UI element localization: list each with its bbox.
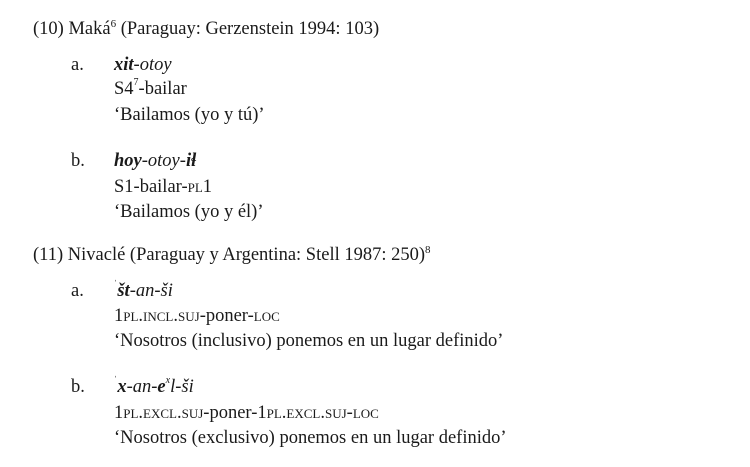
example-10-heading	[33, 19, 379, 40]
gloss-text: -poner-	[199, 306, 254, 326]
form-line-11a	[114, 281, 173, 302]
source-citation: (Paraguay y Argentina: Stell 1987: 250)	[129, 245, 426, 265]
aspiration-mark: x	[165, 375, 171, 386]
item-letter-10b: b.	[71, 151, 85, 171]
gloss-text: S4	[114, 79, 134, 99]
gloss-abbreviation: loc	[352, 403, 379, 423]
gloss-abbreviation: pl	[187, 177, 203, 197]
form-morpheme-bold: x	[117, 377, 127, 397]
translation-11b: ‘Nosotros (exclusivo) ponemos en un lugar definido’	[114, 428, 507, 448]
language-name: Nivaclé	[67, 245, 126, 265]
gloss-abbreviation: loc	[253, 306, 280, 326]
gloss-line-11a	[114, 306, 280, 327]
form-line-10b	[114, 151, 196, 172]
form-line-11b	[114, 377, 194, 398]
example-number: (11)	[33, 245, 64, 265]
gloss-line-10b	[114, 177, 212, 198]
form-morpheme-bold: e	[157, 377, 166, 397]
gloss-text: 1	[114, 403, 124, 423]
form-line-10a	[114, 55, 172, 76]
source-citation: (Paraguay: Gerzenstein 1994: 103)	[120, 19, 380, 39]
language-name: Maká	[68, 19, 111, 39]
example-number: (10)	[33, 19, 64, 39]
form-morpheme: l-ši	[170, 377, 194, 397]
form-morpheme: -an-	[126, 377, 158, 397]
item-letter-11b: b.	[71, 377, 85, 397]
item-letter-11a: a.	[71, 281, 84, 301]
gloss-line-10a	[114, 79, 187, 100]
form-morpheme-bold: št	[117, 281, 130, 301]
form-morpheme: -otoy-	[141, 151, 186, 171]
translation-10b: ‘Bailamos (yo y él)’	[114, 202, 264, 222]
gloss-text: 1	[202, 177, 213, 197]
form-morpheme-bold: hoy	[114, 151, 142, 171]
translation-10a: ‘Bailamos (yo y tú)’	[114, 105, 265, 125]
translation-11a: ‘Nosotros (inclusivo) ponemos en un lugar definido’	[114, 331, 504, 351]
footnote-marker: 8	[425, 244, 431, 256]
footnote-marker: 6	[110, 18, 117, 30]
gloss-text: -	[346, 403, 353, 423]
gloss-text: 1	[114, 306, 124, 326]
gloss-abbreviation: pl.excl.suj	[123, 403, 204, 423]
item-letter-10a: a.	[71, 55, 84, 75]
gloss-abbreviation: pl.incl.suj	[123, 306, 200, 326]
form-morpheme-bold: xit	[114, 55, 134, 75]
gloss-text: -poner-1	[203, 403, 267, 423]
gloss-line-11b	[114, 403, 379, 424]
gloss-text: S1-bailar-	[114, 177, 188, 197]
gloss-text: -bailar	[138, 79, 187, 99]
form-morpheme: -an-ši	[129, 281, 173, 301]
form-morpheme-bold: iɬ	[185, 151, 197, 171]
gloss-abbreviation: pl.excl.suj	[266, 403, 347, 423]
example-11-heading	[33, 245, 431, 266]
stress-mark: ˈ	[114, 375, 118, 386]
form-morpheme: -otoy	[133, 55, 172, 75]
footnote-marker: 7	[133, 77, 139, 88]
stress-mark: ˈ	[114, 279, 118, 290]
